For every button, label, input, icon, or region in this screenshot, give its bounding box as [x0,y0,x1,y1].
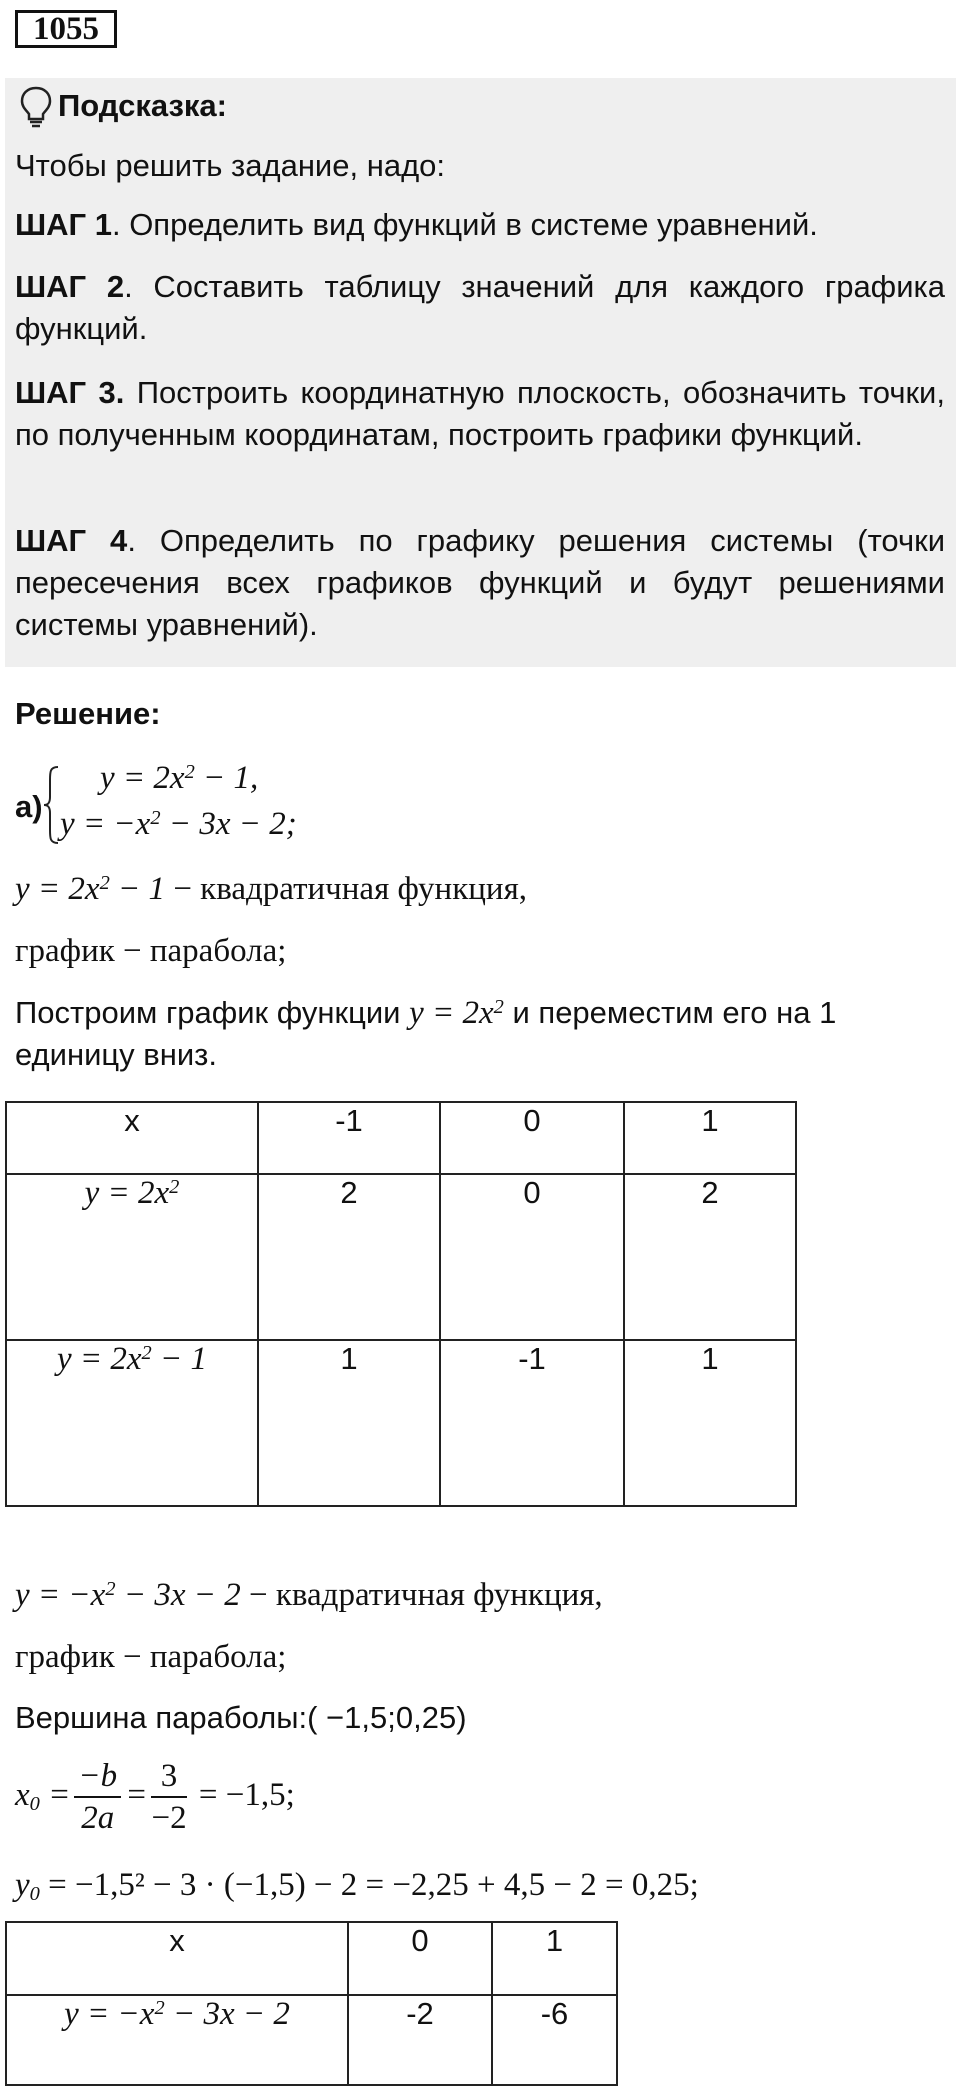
table2-cell: -6 [492,1995,617,2085]
table2-row1-label: $y = -x^2 - 3x - 2$ [6,1995,348,2085]
table1-cell: 1 [258,1340,440,1506]
hint-step-3: ШАГ 3. Построить координатную плоскость, обозначить точки, по полученным координатам, построить графики функций. [15,375,945,452]
f1-type: $y = 2x^2 - 1$ − квадратичная функция, [15,871,527,907]
table1-header-x3: 1 [624,1102,796,1174]
table1-row1-label: $y = 2x^2$ [6,1174,258,1340]
x0-formula: $x_0$ = $\frac{-b}{2a}$ = $\frac{3}{-2}$ = −1,5; [15,1758,295,1836]
hint-step-4: ШАГ 4. Определить по графику решения системы (точки пересечения всех графиков функций и будут решениями системы уравнений). [15,523,946,642]
f2-type: $y = -x^2 - 3x - 2$ − квадратичная функция, [15,1577,603,1613]
table1-cell: 2 [624,1174,796,1340]
values-table-2 [5,1921,618,2086]
table1-cell: -1 [440,1340,624,1506]
table1-header-x1: -1 [258,1102,440,1174]
table1-header-x2: 0 [440,1102,624,1174]
lightbulb-icon [19,85,53,129]
table1-cell: 0 [440,1174,624,1340]
table1-cell: 1 [624,1340,796,1506]
system-eq-2: $y = -x^2 - 3x - 2$; [60,806,297,842]
table2-header-x: x [6,1922,348,1995]
table2-cell: -2 [348,1995,492,2085]
system-eq-1: $y = 2x^2 - 1$, [100,760,259,796]
values-table-1 [5,1101,797,1507]
vertex-label: Вершина параболы:( −1,5;0,25) [15,1700,467,1735]
table1-header-x: x [6,1102,258,1174]
f2-graph: график − парабола; [15,1639,287,1675]
f1-graph: график − парабола; [15,933,287,969]
y0-formula: $y_0 = -1,5^2 - 3 \cdot (-1,5) - 2 = -2,25 + 4,5 - 2 = 0,25$; [15,1867,699,1906]
hint-step-1: ШАГ 1. Определить вид функций в системе уравнений. [15,207,818,242]
hint-title: Подсказка: [58,88,227,123]
table1-row2-label: $y = 2x^2 - 1$ [6,1340,258,1506]
solution-title: Решение: [15,696,161,731]
system-brace [42,764,62,846]
hint-step-2: ШАГ 2. Составить таблицу значений для каждого графика функций. [15,269,945,346]
build-text: Построим график функции $y = 2x^2$ и переместим его на 1 единицу вниз. [15,995,837,1072]
table1-cell: 2 [258,1174,440,1340]
part-label: а) [15,789,43,824]
table2-header-x1: 0 [348,1922,492,1995]
hint-intro: Чтобы решить задание, надо: [15,148,446,183]
task-number: 1055 [15,10,117,48]
table2-header-x2: 1 [492,1922,617,1995]
